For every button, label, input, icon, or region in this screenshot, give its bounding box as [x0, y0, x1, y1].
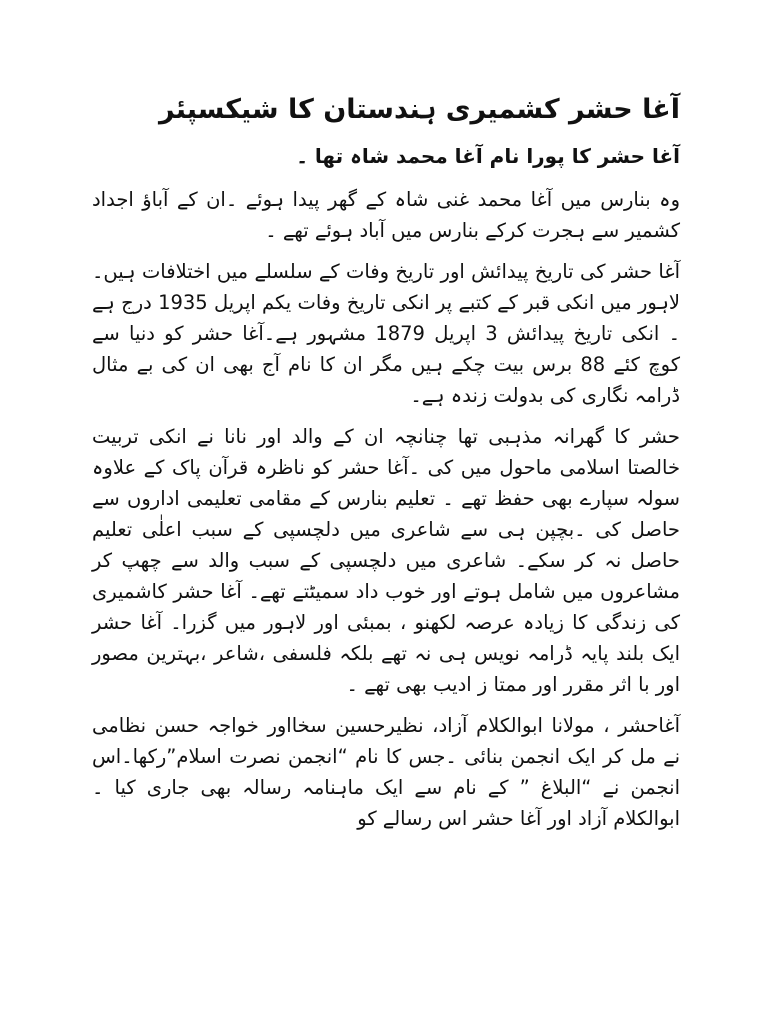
document-subtitle: آغا حشر کا پورا نام آغا محمد شاہ تھا ۔ — [296, 144, 680, 168]
document-page — [92, 88, 680, 844]
paragraph-dates: آغا حشر کی تاریخ پیدائش اور تاریخ وفات کے سلسلے میں اختلافات ہیں۔لاہور میں انکی قبر کے کتبے پر انکی تاریخ وفات یکم اپریل 1935 درج ہے ۔ انکی تاریخ پیدائش 3 اپریل 1879 مشہور ہے۔آغا حشر کو دنیا سے کوچ کئے 88 برس بیت چکے ہیں مگر ان کا نام آج بھی ان کی بے مثال ڈرامہ نگاری کی بدولت زندہ ہے۔ — [92, 260, 681, 407]
paragraph-anjuman: آغاحشر ، مولانا ابوالکلام آزاد، نظیرحسین سخااور خواجہ حسن نظامی نے مل کر ایک انجمن بنائی ۔جس کا نام “انجمن نصرت اسلام”رکھا۔اس انجمن نے “البلاغ ” کے نام سے ایک ماہنامہ رسالہ بھی جاری کیا ۔ابوالکلام آزاد اور آغا حشر اس رسالے کو — [92, 714, 680, 830]
paragraph-birth: وہ بنارس میں آغا محمد غنی شاہ کے گھر پیدا ہوئے ۔ان کے آباؤ اجداد کشمیر سے ہجرت کرکے بنارس میں آباد ہوئے تھے ۔ — [92, 188, 680, 242]
document-title: آغا حشر کشمیری ہندستان کا شیکسپئر — [158, 94, 680, 125]
paragraph-upbringing: حشر کا گھرانہ مذہبی تھا چنانچہ ان کے والد اور نانا نے انکی تربیت خالصتا اسلامی ماحول میں کی ۔آغا حشر کو ناظرہ قرآن پاک کے علاوہ سولہ سپارے بھی حفظ تھے ۔ تعلیم بنارس کے مقامی تعلیمی اداروں سے حاصل کی ۔بچپن ہی سے شاعری میں دلچسپی کے سبب اعلٰی تعلیم حاصل نہ کر سکے۔ شاعری میں دلچسپی کے سبب والد سے چھپ کر مشاعروں میں شامل ہوتے اور خوب داد سمیٹتے تھے۔ آغا حشر کاشمیری کی زندگی کا زیادہ عرصہ لکھنو ، بمبئی اور لاہور میں گزرا۔ آغا حشر ایک بلند پایہ ڈرامہ نویس ہی نہ تھے بلکہ فلسفی ،شاعر ،بہترین مصور اور با اثر مقرر اور ممتا ز ادیب بھی تھے ۔ — [92, 425, 680, 696]
